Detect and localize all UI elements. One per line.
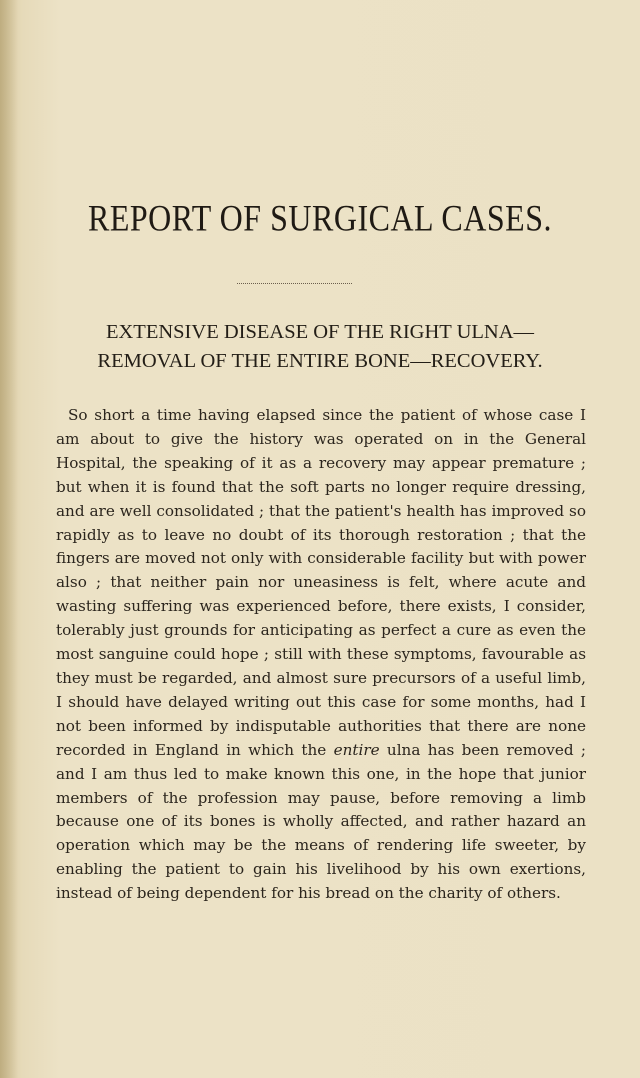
case-heading: EXTENSIVE DISEASE OF THE RIGHT ULNA—REMOVAL OF THE ENTIRE BONE—RECOVERY. bbox=[97, 321, 543, 372]
page-gutter-shadow bbox=[0, 0, 18, 1078]
page-title: REPORT OF SURGICAL CASES. bbox=[87, 197, 552, 239]
paragraph-text-part-2: ulna has been removed ; and I am thus led to make known this one, in the hope that junior members of the profession may pause, before removing a limb because one of its bones is wholly affected, and rather hazard an operation which may be the means of rendering life sweeter, by enabling the patient to gain his livelihood by his own exertions, instead of being dependent for his bread on the charity of others. bbox=[56, 740, 586, 903]
case-paragraph bbox=[56, 404, 586, 906]
paragraph-text-part-1: So short a time having elapsed since the patient of whose case I am about to give the history was operated on in the General Hospital, the speaking of it as a recovery may appear premature ; but when it is found that the soft parts no longer require dressing, and are well consolidated ; that the patient's health has improved so rapidly as to leave no doubt of its thorough restoration ; that the fingers are moved not only with considerable facility but with power also ; that neither pain nor uneasiness is felt, where acute and wasting suffering was experienced before, there exists, I consider, tolerably just grounds for anticipating as perfect a cure as even the most sanguine could hope ; still with these symptoms, favourable as they must be regarded, and almost sure precursors of a useful limb, I should have delayed writing out this case for some months, had I not been informed by indisputable authorities that there are none recorded in England in which the bbox=[56, 406, 586, 759]
emphasized-word: entire bbox=[333, 740, 380, 759]
case-body bbox=[56, 404, 586, 906]
title-divider bbox=[237, 283, 352, 284]
